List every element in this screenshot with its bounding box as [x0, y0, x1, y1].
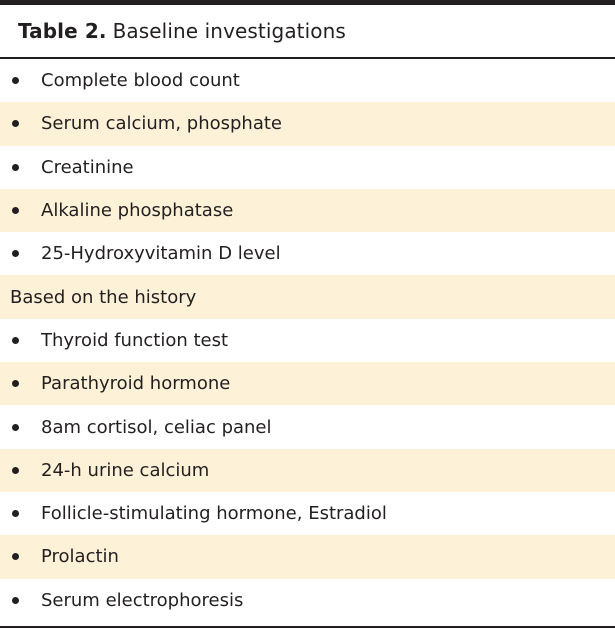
table-caption [0, 5, 615, 57]
row-text: 25-Hydroxyvitamin D level [41, 243, 281, 265]
bullet-icon [12, 250, 19, 257]
bullet-icon [12, 77, 19, 84]
table-row [0, 405, 615, 448]
table-row [0, 579, 615, 622]
table-row [0, 102, 615, 145]
table-label: Table 2. [18, 19, 107, 43]
bottom-rule [0, 626, 615, 628]
table-row [0, 146, 615, 189]
table-rows [0, 59, 615, 622]
table-row [0, 59, 615, 102]
bullet-icon [12, 207, 19, 214]
table-row [0, 319, 615, 362]
bullet-icon [12, 553, 19, 560]
table-subheading-row [0, 275, 615, 318]
row-text: Parathyroid hormone [41, 373, 231, 395]
row-text: 8am cortisol, celiac panel [41, 416, 272, 438]
bullet-icon [12, 337, 19, 344]
table-row [0, 232, 615, 275]
bullet-icon [12, 164, 19, 171]
row-text: Alkaline phosphatase [41, 200, 234, 222]
subheading-text: Based on the history [10, 286, 197, 308]
row-text: Prolactin [41, 546, 119, 568]
row-text: Follicle-stimulating hormone, Estradiol [41, 503, 387, 525]
row-text: Complete blood count [41, 70, 240, 92]
row-text: Serum electrophoresis [41, 589, 244, 611]
table-row [0, 362, 615, 405]
row-text: Creatinine [41, 156, 134, 178]
table-row [0, 492, 615, 535]
bullet-icon [12, 597, 19, 604]
table-row [0, 189, 615, 232]
table-row [0, 535, 615, 578]
bullet-icon [12, 120, 19, 127]
bullet-icon [12, 380, 19, 387]
row-text: Thyroid function test [41, 329, 229, 351]
bullet-icon [12, 424, 19, 431]
row-text: 24-h urine calcium [41, 459, 210, 481]
bullet-icon [12, 510, 19, 517]
table-row [0, 449, 615, 492]
bullet-icon [12, 467, 19, 474]
table-title: Baseline investigations [112, 19, 346, 43]
row-text: Serum calcium, phosphate [41, 113, 282, 135]
